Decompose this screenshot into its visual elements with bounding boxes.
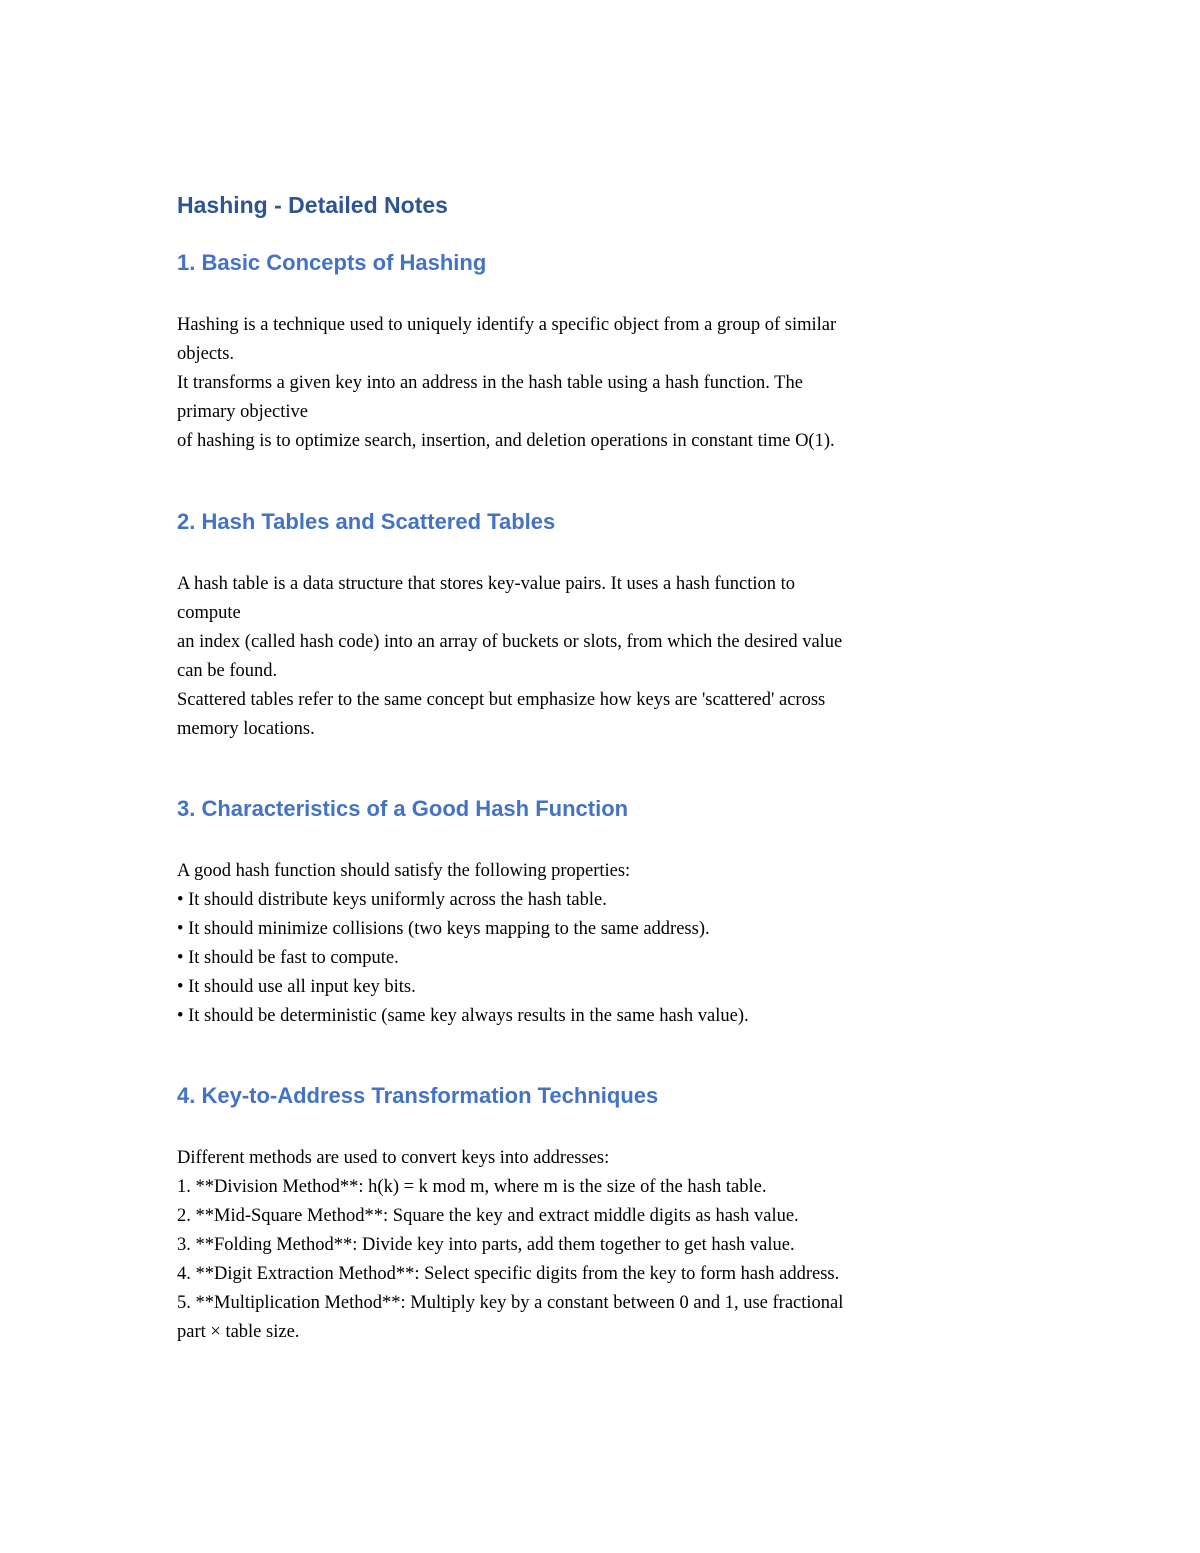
paragraph-line: Different methods are used to convert keys into addresses: bbox=[177, 1148, 610, 1168]
numbered-item: 2. **Mid-Square Method**: Square the key and extract middle digits as hash value. bbox=[177, 1206, 799, 1226]
section-hash-tables bbox=[177, 507, 1027, 744]
numbered-item: 4. **Digit Extraction Method**: Select specific digits from the key to form hash address. bbox=[177, 1264, 840, 1284]
section-heading: 4. Key-to-Address Transformation Techniques bbox=[177, 1083, 659, 1108]
paragraph-line: an index (called hash code) into an array of buckets or slots, from which the desired value bbox=[177, 632, 843, 652]
document-title: Hashing - Detailed Notes bbox=[177, 192, 448, 218]
bullet-item: • It should distribute keys uniformly across the hash table. bbox=[177, 890, 607, 910]
paragraph-line: can be found. bbox=[177, 661, 278, 681]
paragraph-line: memory locations. bbox=[177, 719, 315, 739]
section-key-to-address bbox=[177, 1081, 1027, 1347]
section-heading: 3. Characteristics of a Good Hash Function bbox=[177, 796, 629, 821]
paragraph-line: Hashing is a technique used to uniquely identify a specific object from a group of similar bbox=[177, 315, 837, 335]
paragraph-line: It transforms a given key into an address in the hash table using a hash function. The bbox=[177, 373, 803, 393]
paragraph-line: Scattered tables refer to the same concept but emphasize how keys are 'scattered' across bbox=[177, 690, 826, 710]
bullet-item: • It should minimize collisions (two keys mapping to the same address). bbox=[177, 919, 710, 939]
section-heading: 1. Basic Concepts of Hashing bbox=[177, 250, 487, 275]
paragraph-line: of hashing is to optimize search, insertion, and deletion operations in constant time O(1). bbox=[177, 431, 835, 451]
section-heading: 2. Hash Tables and Scattered Tables bbox=[177, 509, 556, 534]
paragraph-line: primary objective bbox=[177, 402, 308, 422]
section-good-hash-function bbox=[177, 794, 1027, 1031]
numbered-item: 5. **Multiplication Method**: Multiply key by a constant between 0 and 1, use fractional bbox=[177, 1293, 844, 1313]
section-basic-concepts bbox=[177, 248, 1027, 456]
paragraph-line: objects. bbox=[177, 344, 235, 364]
bullet-item: • It should use all input key bits. bbox=[177, 977, 416, 997]
numbered-item: 1. **Division Method**: h(k) = k mod m, where m is the size of the hash table. bbox=[177, 1177, 767, 1197]
paragraph-line: compute bbox=[177, 603, 241, 623]
bullet-item: • It should be deterministic (same key always results in the same hash value). bbox=[177, 1006, 749, 1026]
numbered-item: 3. **Folding Method**: Divide key into parts, add them together to get hash value. bbox=[177, 1235, 795, 1255]
bullet-item: • It should be fast to compute. bbox=[177, 948, 399, 968]
paragraph-line: A hash table is a data structure that stores key-value pairs. It uses a hash function to bbox=[177, 574, 796, 594]
paragraph-line: part × table size. bbox=[177, 1322, 300, 1342]
paragraph-line: A good hash function should satisfy the following properties: bbox=[177, 861, 631, 881]
